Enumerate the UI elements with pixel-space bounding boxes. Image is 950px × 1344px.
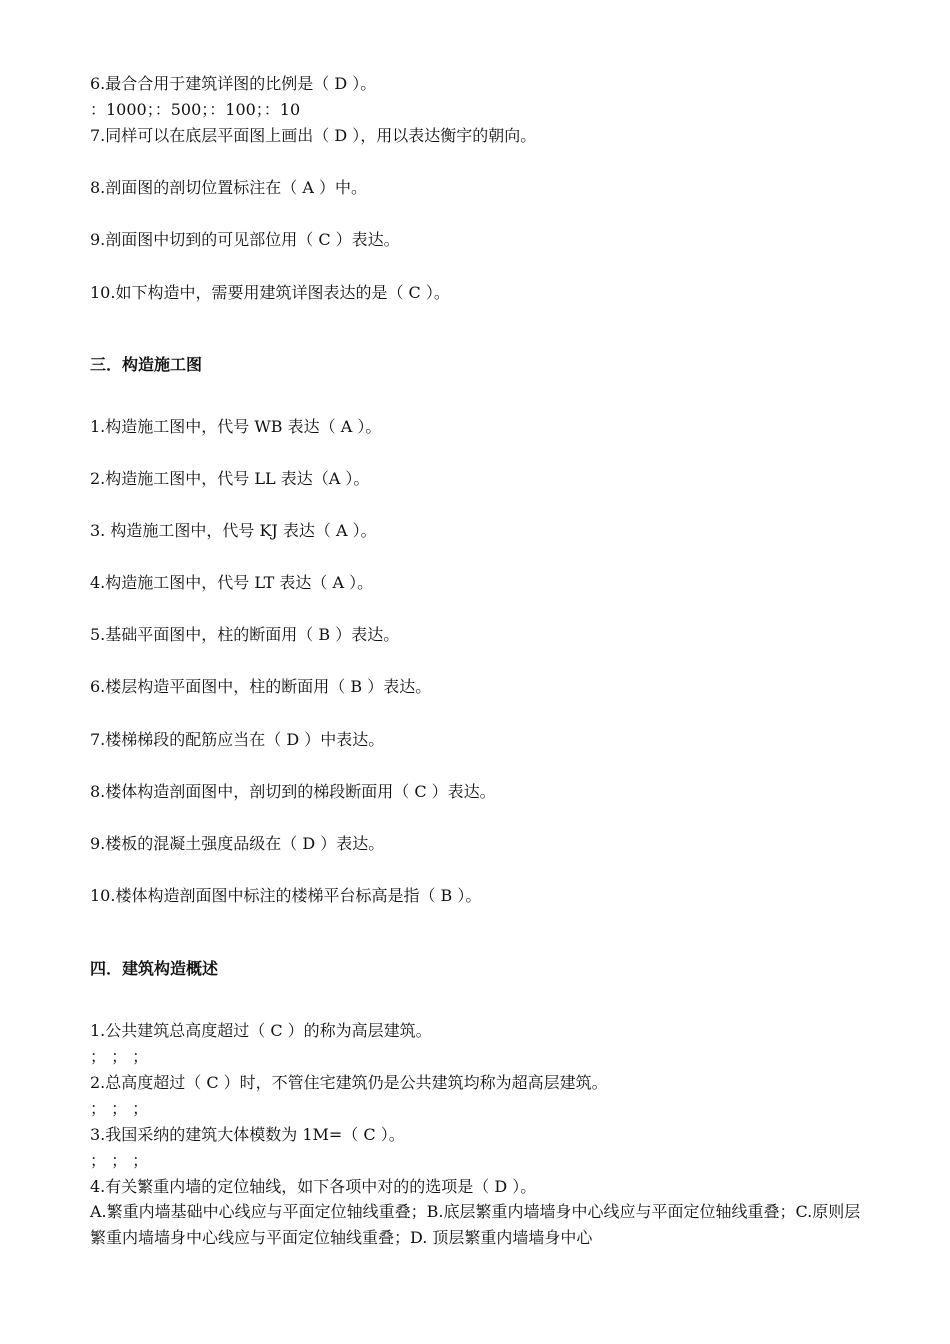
question-line: 2.构造施工图中，代号 LL 表达（A ）。 (90, 469, 370, 488)
question-line: 9.楼板的混凝土强度品级在（ D ）表达。 (90, 834, 385, 853)
question-line: 4.有关繁重内墙的定位轴线，如下各项中对的的选项是（ D ）。 (90, 1177, 537, 1196)
options-line: ； ； ； (90, 1151, 149, 1170)
section-heading: 三．构造施工图 (90, 355, 203, 374)
question-line: 7.同样可以在底层平面图上画出（ D ），用以表达衡宇的朝向。 (90, 126, 537, 145)
question-line: 3. 构造施工图中，代号 KJ 表达（ A ）。 (90, 521, 377, 540)
document-page (90, 0, 880, 1344)
options-line: ：1000；：500；：100；：10 (90, 100, 301, 119)
question-line: 4.构造施工图中，代号 LT 表达（ A ）。 (90, 573, 374, 592)
question-line: 5.基础平面图中，柱的断面用（ B ）表达。 (90, 625, 400, 644)
options-line: ； ； ； (90, 1099, 149, 1118)
question-line: 1.公共建筑总高度超过（ C ）的称为高层建筑。 (90, 1021, 432, 1040)
question-line: 10.如下构造中，需要用建筑详图表达的是（ C ）。 (90, 283, 450, 302)
question-line: 9.剖面图中切到的可见部位用（ C ）表达。 (90, 230, 400, 249)
question-line: 6.楼层构造平面图中，柱的断面用（ B ）表达。 (90, 677, 432, 696)
question-line: 1.构造施工图中，代号 WB 表达（ A ）。 (90, 417, 382, 436)
section-heading: 四．建筑构造概述 (90, 959, 219, 978)
options-line: ； ； ； (90, 1047, 149, 1066)
question-line: 7.楼梯梯段的配筋应当在（ D ）中表达。 (90, 730, 385, 749)
question-line: 8.楼体构造剖面图中，剖切到的梯段断面用（ C ）表达。 (90, 782, 496, 801)
question-line: 2.总高度超过（ C ）时，不管住宅建筑仍是公共建筑均称为超高层建筑。 (90, 1073, 608, 1092)
question-line: 8.剖面图的剖切位置标注在（ A ）中。 (90, 178, 367, 197)
options-paragraph: A.繁重内墙基础中心线应与平面定位轴线重叠；B.底层繁重内墙墙身中心线应与平面定位轴线重叠；C.原则层繁重内墙墙身中心线应与平面定位轴线重叠；D. 顶层繁重内墙墙身中心 (90, 1202, 861, 1247)
question-line: 10.楼体构造剖面图中标注的楼梯平台标高是指（ B ）。 (90, 886, 482, 905)
question-line: 3.我国采纳的建筑大体模数为 1M=（ C ）。 (90, 1125, 405, 1144)
question-line: 6.最合合用于建筑详图的比例是（ D ）。 (90, 74, 377, 93)
